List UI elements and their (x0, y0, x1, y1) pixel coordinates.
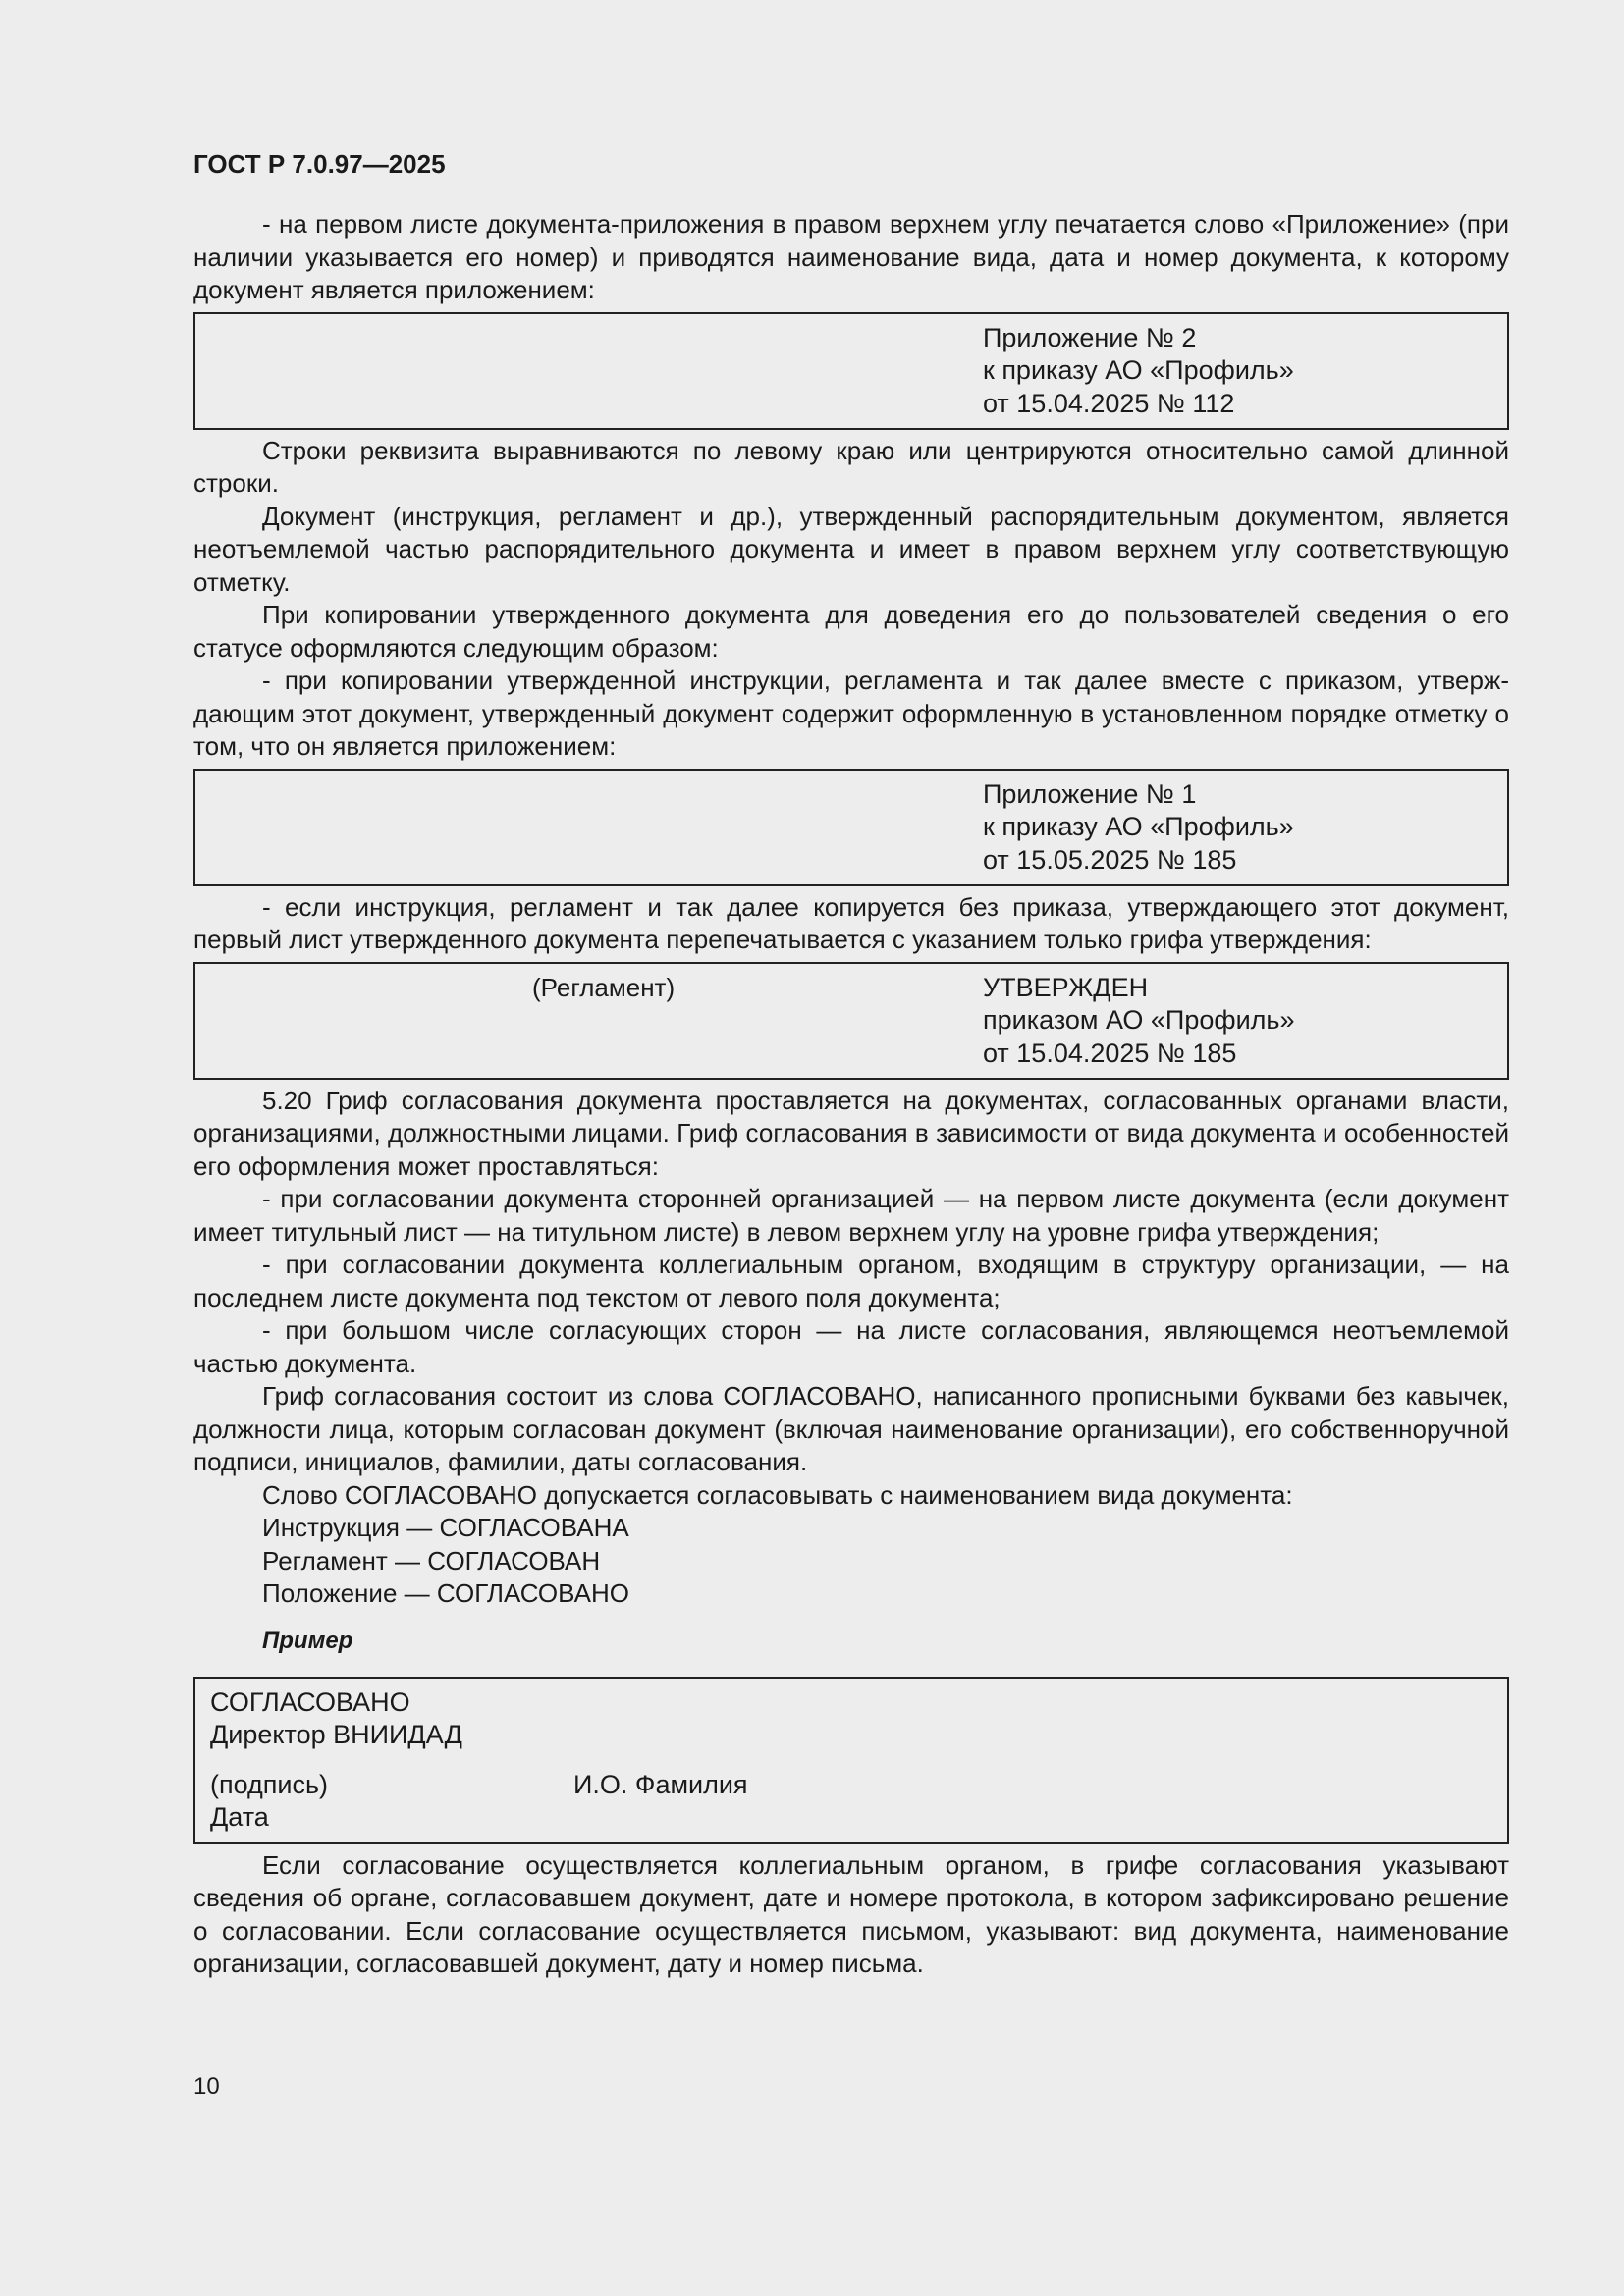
document-kind-label: (Регламент) (532, 972, 676, 1002)
list-line-provision: Положение — СОГЛАСОВАНО (262, 1578, 629, 1608)
appendix-mark-line3: от 15.04.2025 № 112 (983, 388, 1235, 418)
paragraph-alignment: Строки реквизита выравниваются по левому краю или центрируются относительно самой длинной строки. (193, 435, 1509, 498)
paragraph-collegial-agreement: Если согласование осуществляется коллегиальным органом, в грифе согласования указывают сведения об органе, согласовавшем документ, дате и номере протокола, в котором зафиксировано решение о согласовании. Если согласование осуществляется письмом, указывают: вид документа, наименование организации, согласовавшей документ, дату и номер письма. (193, 1849, 1509, 1978)
appendix-mark-line1: Приложение № 1 (983, 778, 1197, 809)
approval-stamp (983, 972, 1295, 1071)
example-box-appendix-2 (193, 312, 1509, 430)
appendix-mark (983, 322, 1294, 421)
example-box-agreed (193, 1677, 1509, 1844)
paragraph-many-parties: - при большом числе согласующих сторон — на листе согласования, являющемся неотъемлемой частью документа. (193, 1315, 1509, 1378)
approval-stamp-line1: УТВЕРЖДЕН (983, 972, 1149, 1002)
appendix-mark-line2: к приказу АО «Профиль» (983, 355, 1294, 385)
example-label: Пример (262, 1627, 353, 1654)
approval-stamp-line3: от 15.04.2025 № 185 (983, 1038, 1237, 1068)
agreed-signature: (подпись) (210, 1769, 329, 1799)
paragraph-approved-document: Документ (инструкция, регламент и др.), утвержденный распорядительным документом, является неотъемлемой частью распорядительного документа и имеет в правом верхнем углу соответствующую отметку. (193, 501, 1509, 597)
appendix-mark-line1: Приложение № 2 (983, 322, 1197, 352)
appendix-mark-line3: от 15.05.2025 № 185 (983, 844, 1237, 875)
paragraph-5-20: 5.20 Гриф согласования документа проставляется на документах, согласованных органами власти, организациями, должностными лицами. Гриф согласования в зависимости от вида документа и особенностей его оформления может проставляться: (193, 1085, 1509, 1181)
agreed-title: СОГЛАСОВАНО (210, 1686, 410, 1717)
approval-stamp-line2: приказом АО «Профиль» (983, 1005, 1295, 1035)
paragraph-copy-with-order: - при копировании утвержденной инструкции, регламента и так далее вместе с приказом, утверждающим этот документ, утвержденный документ содержит оформленную в установленном порядке отметку о том, что он является приложением: (193, 666, 1509, 761)
paragraph-stamp-composition: Гриф согласования состоит из слова СОГЛАСОВАНО, написанного прописными буквами без кавычек, должности лица, которым согласован документ (включая наименование организации), его собственноручной подписи, инициалов, фамилии, даты согласования. (193, 1381, 1509, 1476)
agreed-date: Дата (210, 1801, 269, 1832)
example-box-approved (193, 962, 1509, 1080)
paragraph-appendix-first-sheet: - на первом листе документа-приложения в правом верхнем углу печатается слово «Приложение» (при наличии указывается его номер) и приводятся наименование вида, дата и номер документа, к которому документ является приложением: (193, 209, 1509, 304)
document-page (193, 147, 1509, 1981)
paragraph-collegial-body: - при согласовании документа коллегиальным органом, входящим в структуру организации, — на последнем листе документа под текстом от левого поля документа; (193, 1250, 1509, 1312)
page-number: 10 (193, 2073, 220, 2100)
paragraph-word-agreed: Слово СОГЛАСОВАНО допускается согласовывать с наименованием вида документа: (262, 1479, 1293, 1510)
paragraph-third-party: - при согласовании документа сторонней организацией — на первом листе документа (если документ имеет титульный лист — на титульном листе) в левом верхнем углу на уровне грифа утверждения; (193, 1184, 1509, 1247)
appendix-mark-line2: к приказу АО «Профиль» (983, 812, 1294, 841)
list-line-regulation: Регламент — СОГЛАСОВАН (262, 1545, 601, 1575)
agreed-position: Директор ВНИИДАД (210, 1719, 462, 1749)
list-line-instruction: Инструкция — СОГЛАСОВАНА (262, 1513, 629, 1542)
paragraph-copy-without-order: - если инструкция, регламент и так далее копируется без приказа, утверждающего этот документ, первый лист утвержденного документа перепечатывается с указанием только грифа утверждения: (193, 891, 1509, 954)
agreed-name: И.О. Фамилия (573, 1769, 748, 1799)
example-box-appendix-1 (193, 769, 1509, 886)
document-code-header: ГОСТ Р 7.0.97—2025 (193, 149, 446, 179)
appendix-mark (983, 778, 1294, 878)
paragraph-copying: При копировании утвержденного документа для доведения его до пользователей сведения о его статусе оформляются следующим образом: (193, 600, 1509, 663)
